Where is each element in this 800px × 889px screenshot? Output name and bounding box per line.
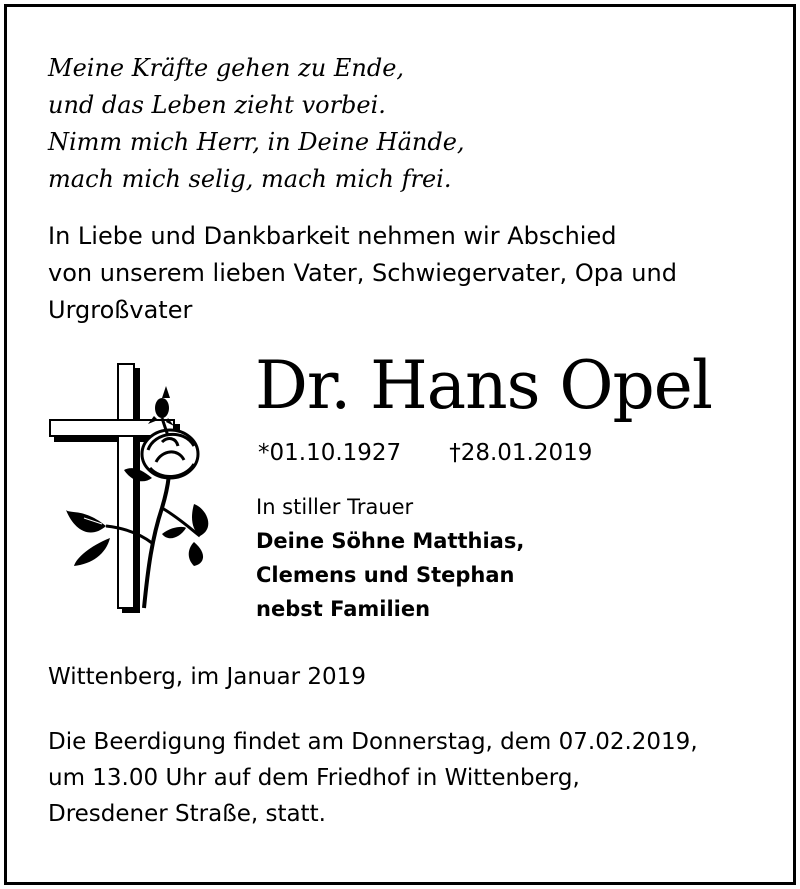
mourners-block <box>256 490 524 626</box>
mourner-line: Clemens und Stephan <box>256 563 515 587</box>
funeral-line: Die Beerdigung findet am Donnerstag, dem 07.02.2019, <box>48 729 698 755</box>
farewell-line: In Liebe und Dankbarkeit nehmen wir Abschied <box>48 222 617 250</box>
deceased-name: Dr. Hans Opel <box>255 347 712 424</box>
poem-line: Nimm mich Herr, in Deine Hände, <box>48 128 465 156</box>
mourner-line: Deine Söhne Matthias, <box>256 529 525 553</box>
poem-line: Meine Kräfte gehen zu Ende, <box>48 54 405 82</box>
farewell-text <box>48 218 677 329</box>
death-date: †28.01.2019 <box>449 440 593 466</box>
funeral-line: Dresdener Straße, statt. <box>48 801 326 827</box>
cross-with-rose-icon <box>44 358 214 618</box>
mourning-intro: In stiller Trauer <box>256 495 414 519</box>
farewell-line: Urgroßvater <box>48 296 193 324</box>
poem <box>48 50 465 198</box>
farewell-line: von unserem lieben Vater, Schwiegervater, Opa und <box>48 259 677 287</box>
birth-date: *01.10.1927 <box>258 440 402 466</box>
poem-line: mach mich selig, mach mich frei. <box>48 165 452 193</box>
place-and-date: Wittenberg, im Januar 2019 <box>48 664 366 690</box>
funeral-info <box>48 724 698 832</box>
mourner-line: nebst Familien <box>256 597 431 621</box>
life-dates <box>258 436 592 470</box>
funeral-line: um 13.00 Uhr auf dem Friedhof in Wittenberg, <box>48 765 580 791</box>
poem-line: und das Leben zieht vorbei. <box>48 91 386 119</box>
